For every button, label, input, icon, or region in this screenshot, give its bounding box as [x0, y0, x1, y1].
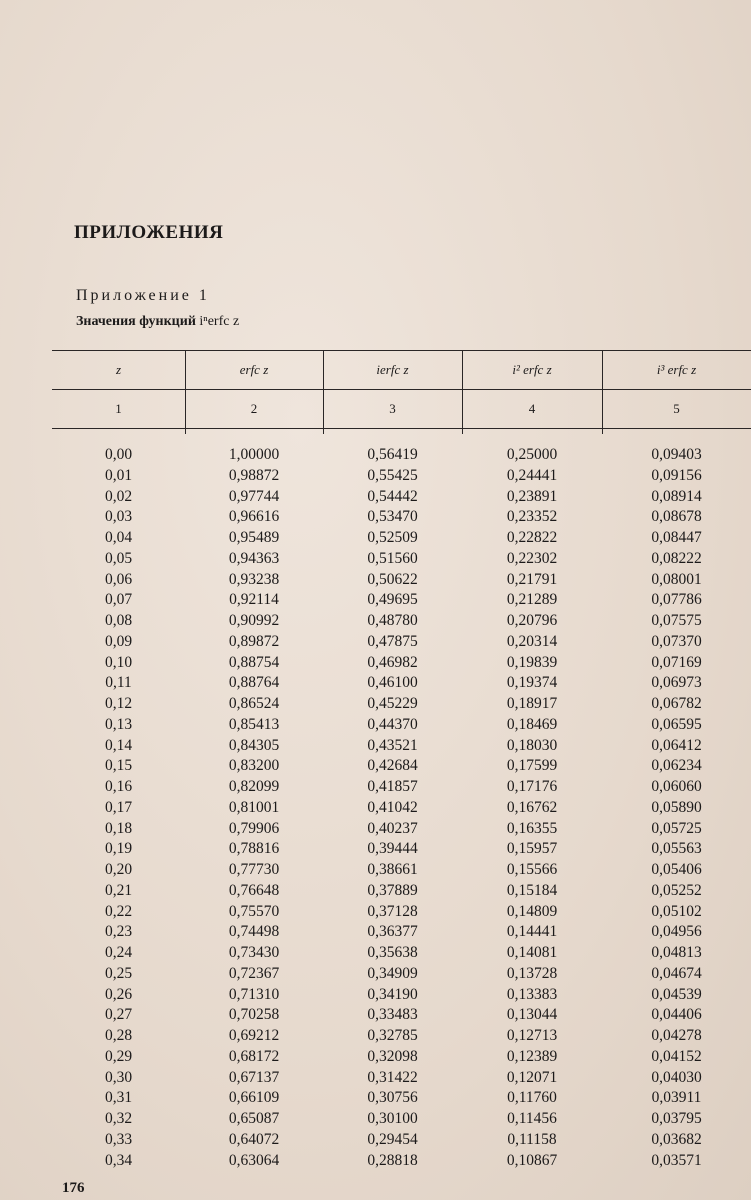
- table-cell: 0,41857: [367, 778, 418, 795]
- table-cell: 0,33483: [367, 1006, 418, 1024]
- table-cell: 0,15184: [506, 881, 558, 899]
- table-cell: 0,52509: [367, 529, 418, 546]
- table-cell: 0,16355: [506, 819, 558, 837]
- table-row: [52, 985, 751, 1006]
- section-title: ПРИЛОЖЕНИЯ: [74, 222, 224, 243]
- table-row: [52, 798, 751, 819]
- table-cell: 0,35638: [367, 944, 418, 961]
- table-cell: 0,21791: [506, 570, 558, 588]
- column-number: 1: [115, 401, 122, 416]
- table-cell: 0,43521: [367, 736, 418, 754]
- table-cell: 0,22822: [506, 529, 558, 546]
- table-cell: 0,10867: [506, 1151, 558, 1169]
- header-cell: i³ erfc z: [656, 362, 697, 377]
- table-cell: 0,09: [104, 632, 133, 650]
- table-row: [52, 1151, 751, 1172]
- table-row: [52, 839, 751, 860]
- table-cell: 0,12: [104, 695, 133, 712]
- table-cell: 0,85413: [228, 715, 280, 733]
- table-cell: 0,15957: [506, 840, 558, 858]
- table-cell: 0,08678: [651, 508, 702, 526]
- table-row: [52, 902, 751, 923]
- table-cell: 0,89872: [228, 632, 280, 650]
- table-row: [52, 694, 751, 715]
- table-row: [52, 673, 751, 694]
- table-cell: 0,16762: [506, 798, 558, 816]
- table-row: [52, 507, 751, 528]
- table-cell: 0,17: [104, 798, 133, 816]
- table-cell: 0,07786: [651, 591, 702, 609]
- table-cell: 0,37128: [367, 902, 418, 920]
- table-cell: 0,04539: [651, 985, 702, 1003]
- table-cell: 0,16: [104, 778, 133, 795]
- table-row: [52, 611, 751, 632]
- table-cell: 0,28818: [367, 1151, 418, 1169]
- table-cell: 0,73430: [228, 944, 280, 961]
- table-cell: 0,63064: [228, 1151, 280, 1169]
- table-cell: 0,44370: [367, 715, 418, 733]
- table-cell: 0,71310: [228, 985, 280, 1003]
- table-cell: 0,05252: [651, 881, 702, 899]
- table-cell: 0,04956: [651, 923, 702, 941]
- table-cell: 0,20314: [506, 632, 558, 650]
- table-cell: 0,29: [104, 1047, 133, 1065]
- table-cell: 0,05406: [651, 861, 702, 878]
- table-cell: 0,12389: [506, 1047, 558, 1065]
- table-cell: 0,05102: [651, 902, 702, 920]
- table-cell: 0,21289: [506, 591, 558, 609]
- table-cell: 0,03571: [651, 1151, 702, 1169]
- table-cell: 0,95489: [228, 529, 280, 546]
- table-cell: 0,21: [104, 881, 133, 899]
- table-row: [52, 653, 751, 674]
- table-row: [52, 881, 751, 902]
- page-number: 176: [62, 1180, 85, 1196]
- table-cell: 0,04030: [651, 1068, 702, 1086]
- table-row: [52, 632, 751, 653]
- table-cell: 0,15: [104, 757, 133, 775]
- table-cell: 0,06973: [651, 674, 702, 692]
- table-cell: 0,38661: [367, 861, 418, 878]
- table-cell: 0,94363: [228, 549, 280, 567]
- table-cell: 0,10: [104, 653, 133, 671]
- table-cell: 0,06412: [651, 736, 702, 754]
- table-header-row: [52, 352, 751, 388]
- table-cell: 0,65087: [228, 1110, 280, 1127]
- table-cell: 0,07: [104, 591, 133, 609]
- table-cell: 0,31422: [367, 1068, 418, 1086]
- table-cell: 0,06595: [651, 715, 702, 733]
- table-row: [52, 1026, 751, 1047]
- table-cell: 0,05890: [651, 798, 702, 816]
- table-cell: 0,02: [104, 487, 133, 505]
- table-cell: 0,51560: [367, 549, 418, 567]
- header-cell: ierfc z: [376, 362, 409, 377]
- table-cell: 0,14441: [506, 923, 558, 941]
- table-cell: 0,46100: [367, 674, 418, 692]
- table-row: [52, 1130, 751, 1151]
- table-cell: 0,64072: [228, 1130, 280, 1148]
- table-cell: 0,07169: [651, 653, 702, 671]
- table-cell: 0,67137: [228, 1068, 280, 1086]
- table-cell: 0,54442: [367, 487, 418, 505]
- table-cell: 0,50622: [367, 570, 418, 588]
- table-cell: 0,05563: [651, 840, 702, 858]
- table-cell: 0,24: [104, 944, 133, 961]
- table-cell: 0,11456: [507, 1110, 557, 1127]
- table-row: [52, 1088, 751, 1109]
- table-cell: 0,03911: [651, 1089, 702, 1107]
- table-cell: 0,34909: [367, 964, 418, 982]
- table-cell: 0,11: [105, 674, 132, 692]
- table-row: [52, 819, 751, 840]
- table-row: [52, 860, 751, 881]
- table-cell: 0,23: [104, 923, 133, 941]
- table-cell: 0,18917: [506, 695, 558, 712]
- table-cell: 0,13728: [506, 964, 558, 982]
- table-cell: 0,72367: [228, 964, 280, 982]
- header-cell: i² erfc z: [512, 362, 552, 377]
- table-cell: 0,55425: [367, 466, 418, 484]
- table-cell: 0,79906: [228, 819, 280, 837]
- table-cell: 0,32: [104, 1110, 133, 1127]
- table-cell: 0,31: [104, 1089, 133, 1107]
- table-cell: 0,25000: [506, 446, 558, 463]
- table-row: [52, 777, 751, 798]
- caption-formula: iⁿerfc z: [199, 314, 240, 329]
- table-cell: 0,86524: [228, 695, 280, 712]
- table-cell: 0,11158: [507, 1130, 557, 1148]
- table-cell: 0,30100: [367, 1110, 418, 1127]
- table-row: [52, 715, 751, 736]
- table-cell: 0,81001: [228, 798, 280, 816]
- table-cell: 0,12071: [506, 1068, 558, 1086]
- table-cell: 0,19374: [506, 674, 558, 692]
- table-cell: 0,05: [104, 549, 133, 567]
- table-cell: 0,04: [104, 529, 133, 546]
- table-cell: 0,19839: [506, 653, 558, 671]
- table-body: [52, 445, 751, 1171]
- table-cell: 0,34190: [367, 985, 418, 1003]
- table-cell: 0,13383: [506, 985, 558, 1003]
- table-cell: 0,04813: [651, 944, 702, 961]
- table-cell: 0,53470: [367, 508, 418, 526]
- table-cell: 0,23891: [506, 487, 558, 505]
- table-cell: 0,29454: [367, 1130, 418, 1148]
- table-cell: 0,14: [104, 736, 133, 754]
- table-cell: 0,15566: [506, 861, 558, 878]
- table-cell: 0,07370: [651, 632, 702, 650]
- appendix-label: Приложение 1: [76, 287, 210, 304]
- table-cell: 0,96616: [228, 508, 280, 526]
- header-divider-rule: [52, 389, 751, 390]
- table-cell: 0,18030: [506, 736, 558, 754]
- table-cell: 0,22: [104, 902, 133, 920]
- table-row: [52, 943, 751, 964]
- table-row: [52, 590, 751, 611]
- table-cell: 0,66109: [228, 1089, 280, 1107]
- table-cell: 0,11760: [507, 1089, 557, 1107]
- table-cell: 0,69212: [228, 1027, 280, 1044]
- table-cell: 0,34: [104, 1151, 133, 1169]
- table-cell: 0,20796: [506, 612, 558, 629]
- table-row: [52, 964, 751, 985]
- table-cell: 0,01: [104, 466, 133, 484]
- column-number: 4: [528, 401, 536, 416]
- table-cell: 0,70258: [228, 1006, 280, 1024]
- table-cell: 0,30: [104, 1068, 133, 1086]
- table-cell: 0,13: [104, 715, 133, 733]
- table-cell: 0,04674: [651, 964, 702, 982]
- table-cell: 0,68172: [228, 1047, 280, 1065]
- table-cell: 0,30756: [367, 1089, 418, 1107]
- header-bottom-rule: [52, 428, 751, 429]
- caption-text: Значения функций: [76, 314, 196, 329]
- table-row: [52, 570, 751, 591]
- table-row: [52, 736, 751, 757]
- table-cell: 0,77730: [228, 861, 280, 878]
- column-number-row: [52, 391, 751, 427]
- table-cell: 0,17599: [506, 757, 558, 775]
- table-cell: 0,41042: [367, 798, 418, 816]
- table-cell: 0,78816: [228, 840, 280, 858]
- table-cell: 0,42684: [367, 757, 418, 775]
- table-cell: 0,24441: [506, 466, 558, 484]
- table-cell: 0,00: [104, 446, 133, 463]
- table-cell: 0,90992: [228, 612, 280, 629]
- table-cell: 0,08222: [651, 549, 702, 567]
- table-cell: 0,37889: [367, 881, 418, 899]
- table-cell: 0,03682: [651, 1130, 702, 1148]
- table-cell: 0,88764: [228, 674, 280, 692]
- table-cell: 0,56419: [367, 446, 418, 463]
- table-cell: 0,47875: [367, 632, 418, 650]
- table-cell: 0,40237: [367, 819, 418, 837]
- table-cell: 0,08914: [651, 487, 702, 505]
- table-cell: 0,07575: [651, 612, 702, 629]
- table-cell: 0,46982: [367, 653, 418, 671]
- table-cell: 0,88754: [228, 653, 280, 671]
- column-number: 2: [250, 401, 258, 416]
- table-row: [52, 1109, 751, 1130]
- table-cell: 0,82099: [228, 778, 280, 795]
- column-number: 3: [389, 401, 396, 416]
- table-cell: 0,17176: [506, 778, 558, 795]
- table-cell: 0,05725: [651, 819, 702, 837]
- table-row: [52, 549, 751, 570]
- table-row: [52, 1068, 751, 1089]
- table-cell: 0,45229: [367, 695, 418, 712]
- table-row: [52, 1005, 751, 1026]
- table-cell: 0,36377: [367, 923, 418, 941]
- table-cell: 0,06060: [651, 778, 702, 795]
- table-cell: 0,23352: [506, 508, 558, 526]
- table-cell: 0,74498: [228, 923, 280, 941]
- table-cell: 0,08001: [651, 570, 702, 588]
- table-cell: 0,06782: [651, 695, 702, 712]
- table-cell: 0,25: [104, 964, 133, 982]
- table-cell: 0,18469: [506, 715, 558, 733]
- table-cell: 0,13044: [506, 1006, 558, 1024]
- table-cell: 0,97744: [228, 487, 280, 505]
- table-row: [52, 528, 751, 549]
- table-row: [52, 1047, 751, 1068]
- table-cell: 0,12713: [506, 1027, 558, 1044]
- table-cell: 0,76648: [228, 881, 280, 899]
- table-cell: 0,83200: [228, 757, 280, 775]
- table-cell: 0,09403: [651, 446, 702, 463]
- table-cell: 0,39444: [367, 840, 418, 858]
- header-cell: z: [115, 362, 122, 377]
- table-cell: 0,84305: [228, 736, 280, 754]
- table-cell: 0,18: [104, 819, 133, 837]
- table-cell: 0,98872: [228, 466, 280, 484]
- table-cell: 0,04152: [651, 1047, 702, 1065]
- table-cell: 0,32785: [367, 1027, 418, 1044]
- table-cell: 0,08: [104, 612, 133, 629]
- table-cell: 0,27: [104, 1006, 133, 1024]
- table-cell: 0,92114: [229, 591, 279, 609]
- table-top-rule: [52, 350, 751, 351]
- table-cell: 0,49695: [367, 591, 418, 609]
- header-cell: erfc z: [239, 362, 269, 377]
- table-cell: 0,20: [104, 861, 133, 878]
- table-caption: [76, 314, 239, 330]
- table-cell: 1,00000: [228, 446, 280, 463]
- table-cell: 0,04278: [651, 1027, 702, 1044]
- table-cell: 0,28: [104, 1027, 133, 1044]
- table-cell: 0,93238: [228, 570, 280, 588]
- table-cell: 0,04406: [651, 1006, 702, 1024]
- table-cell: 0,03: [104, 508, 133, 526]
- table-cell: 0,19: [104, 840, 133, 858]
- table-row: [52, 445, 751, 466]
- table-row: [52, 922, 751, 943]
- table-row: [52, 756, 751, 777]
- column-number: 5: [673, 401, 680, 416]
- table-cell: 0,33: [104, 1130, 133, 1148]
- table-cell: 0,06: [104, 570, 133, 588]
- table-cell: 0,75570: [228, 902, 280, 920]
- table-cell: 0,08447: [651, 529, 702, 546]
- table-cell: 0,48780: [367, 612, 418, 629]
- table-row: [52, 487, 751, 508]
- table-cell: 0,32098: [367, 1047, 418, 1065]
- table-cell: 0,03795: [651, 1110, 702, 1127]
- table-cell: 0,14809: [506, 902, 558, 920]
- table-row: [52, 466, 751, 487]
- table-cell: 0,22302: [506, 549, 558, 567]
- table-cell: 0,09156: [651, 466, 702, 484]
- table-cell: 0,06234: [651, 757, 702, 775]
- table-cell: 0,26: [104, 985, 133, 1003]
- table-cell: 0,14081: [506, 944, 558, 961]
